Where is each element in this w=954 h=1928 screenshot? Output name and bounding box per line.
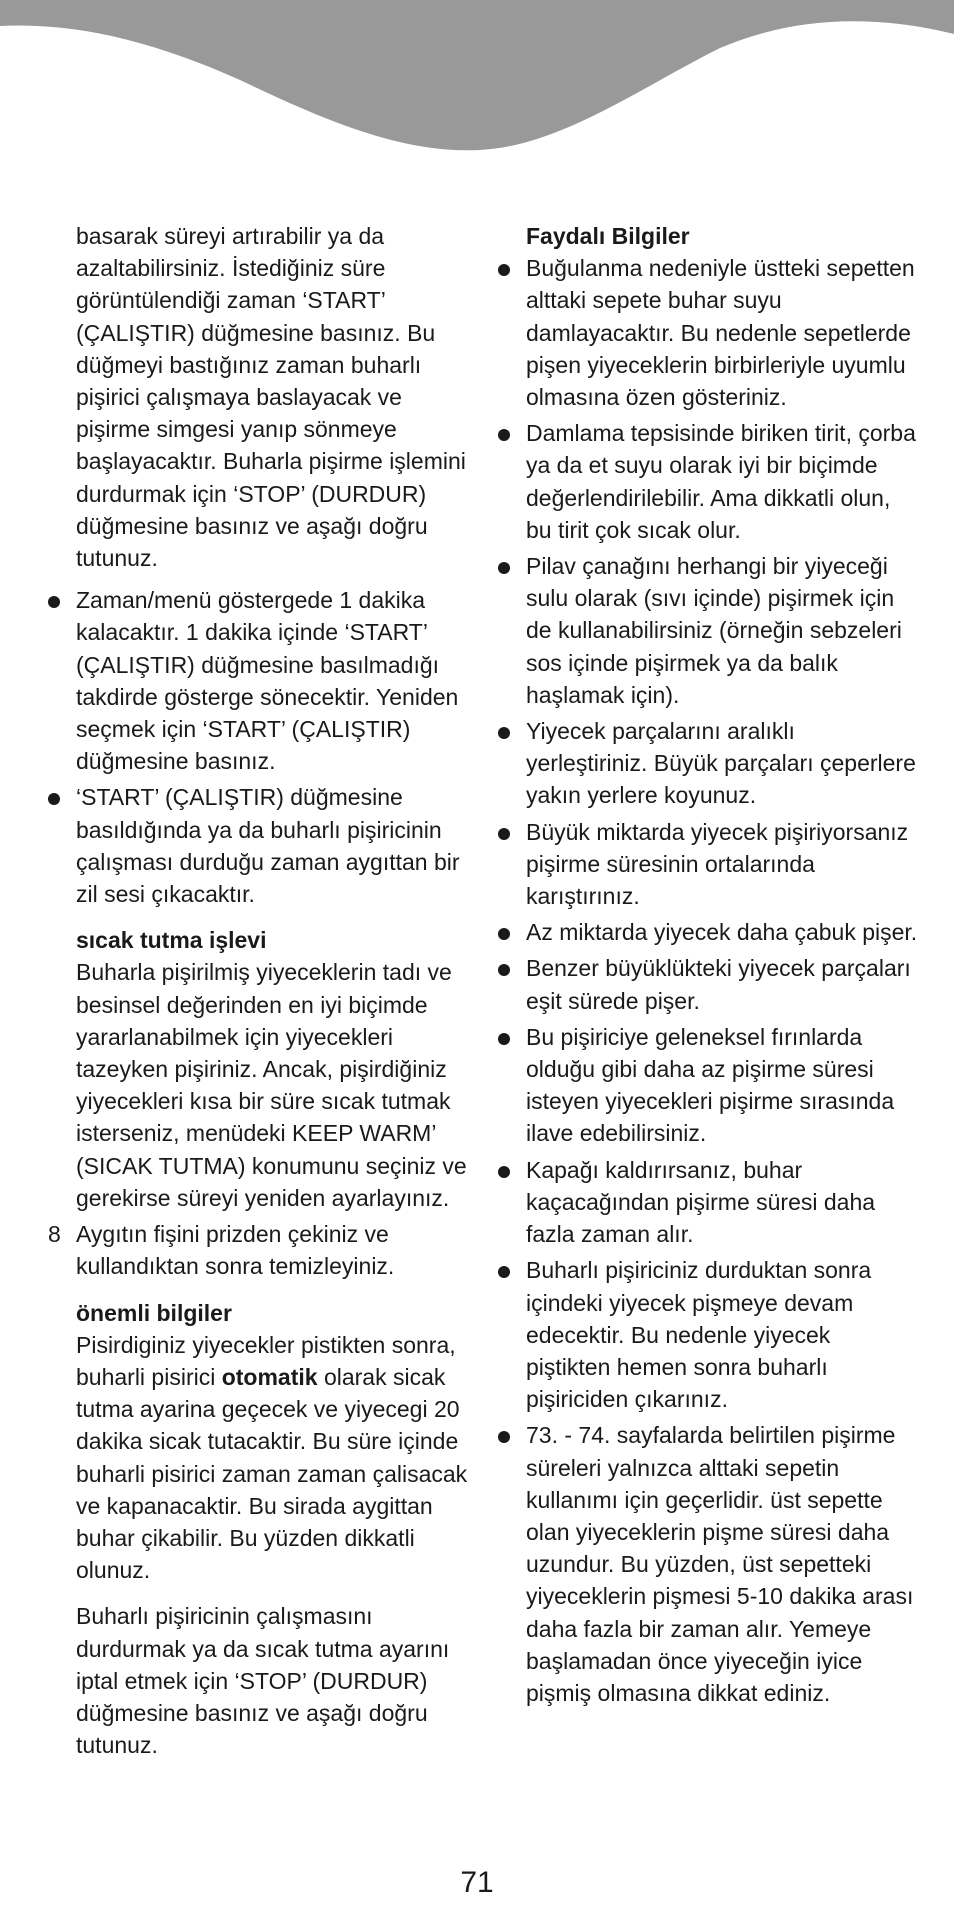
- right-bullet-item: [498, 550, 918, 711]
- bullet-marker: [498, 816, 510, 848]
- right-bullet-item: [498, 1419, 918, 1709]
- bullet-marker: [498, 1419, 510, 1451]
- bullet-marker: [498, 952, 510, 984]
- right-bullet-item: [498, 252, 918, 413]
- bullet-marker: [48, 584, 60, 616]
- right-bullet-text: Buğulanma nedeniyle üstteki sepetten alttaki sepete buhar suyu damlayacaktır. Bu nedenle sepetlerde pişen yiyeceklerin birbirleriyle uyumlu olmasına özen gösteriniz.: [526, 255, 915, 411]
- right-bullet-text: Yiyecek parçalarını aralıklı yerleştiriniz. Büyük parçaları çeperlere yakın yerlere koyunuz.: [526, 718, 916, 809]
- bullet-marker: [498, 715, 510, 747]
- important-text-bold: otomatik: [221, 1363, 318, 1390]
- step-item: [48, 1218, 468, 1282]
- stop-instructions-text: Buharlı pişiricinin çalışmasını durdurmak ya da sıcak tutma ayarını iptal etmek için ‘STOP’ (DURDUR) düğmesine basınız ve aşağı doğru tutunuz.: [76, 1603, 450, 1759]
- right-bullet-item: [498, 417, 918, 546]
- right-column: [498, 220, 918, 1709]
- right-bullet-item: [498, 1021, 918, 1150]
- right-bullet-text: Kapağı kaldırırsanız, buhar kaçacağından pişirme süresi daha fazla zaman alır.: [526, 1156, 876, 1248]
- right-bullet-item: [498, 916, 918, 948]
- left-bullet-item: [48, 781, 468, 910]
- bullet-marker: [498, 1021, 510, 1053]
- step-text: Aygıtın fişini prizden çekiniz ve kullandıktan sonra temizleyiniz.: [76, 1221, 395, 1280]
- intro-paragraph: basarak süreyi artırabilir ya da azaltabilirsiniz. İstediğiniz süre görüntülendiği zaman ‘START’ (ÇALIŞTIR) düğmesine basınız. Bu düğmeyi bastığınız zaman buharlı pişirici çalışmaya baslayacak ve pişirme simgesi yanıp sönmeye başlayacaktır. Buharla pişirme işlemini durdurmak için ‘STOP’ (DURDUR) düğmesine basınız ve aşağı doğru tutunuz.: [76, 223, 466, 572]
- important-heading: önemli bilgiler: [76, 1299, 232, 1326]
- page-number: 71: [460, 1866, 494, 1899]
- important-text: Pisirdiginiz yiyecekler pistikten sonra, buharli pisirici otomatik olarak sicak tutma ayarina geçecek ve yiyecegi 20 dakika sicak tutacaktir. Bu süre içinde buharli pisirici zaman zaman çalisacak ve kapanacaktir. Bu sirada aygittan buhar çikabilir. Bu yüzden dikkatli olunuz.: [76, 1331, 468, 1584]
- right-bullet-item: [498, 816, 918, 913]
- useful-info-heading: Faydalı Bilgiler: [526, 223, 690, 249]
- left-bullet-item: [48, 584, 468, 777]
- right-bullet-item: [498, 952, 918, 1016]
- right-bullet-text: Buharlı pişiriciniz durduktan sonra içindeki yiyecek pişmeye devam edecektir. Bu nedenle yiyecek piştikten hemen sonra buharlı pişiriciden çıkarınız.: [526, 1257, 872, 1413]
- right-bullet-text: 73. - 74. sayfalarda belirtilen pişirme süreleri yalnızca alttaki sepetin kullanımı için geçerlidir. üst sepette olan yiyeceklerin pişme süresi daha uzundur. Bu yüzden, üst sepetteki yiyeceklerin pişmesi 5-10 dakika arası daha fazla bir zaman alır. Yemeye başlamadan önce yiyeceğin iyice pişmiş olmasına dikkat ediniz.: [526, 1422, 914, 1706]
- bullet-marker: [48, 781, 60, 813]
- keep-warm-heading: sıcak tutma işlevi: [76, 927, 267, 954]
- right-bullet-text: Benzer büyüklükteki yiyecek parçaları eşit sürede pişer.: [526, 955, 911, 1014]
- right-bullet-text: Pilav çanağını herhangi bir yiyeceği sulu olarak (sıvı içinde) pişirmek için de kullanabilirsiniz (örneğin sebzeleri sos içinde pişirmek ya da balık haşlamak için).: [526, 553, 902, 708]
- right-bullet-text: Damlama tepsisinde biriken tirit, çorba ya da et suyu olarak iyi bir biçimde değerlendirilebilir. Ama dikkatli olun, bu tirit çok sıcak olur.: [526, 420, 916, 543]
- right-bullet-text: Bu pişiriciye geleneksel fırınlarda olduğu gibi daha az pişirme süresi isteyen yiyecekleri pişirme sırasında ilave edebilirsiniz.: [526, 1023, 895, 1147]
- right-bullet-item: [498, 1154, 918, 1251]
- left-bullet-text: ‘START’ (ÇALIŞTIR) düğmesine basıldığında ya da buharlı pişiricinin çalışması durduğu zaman aygıttan bir zil sesi çıkacaktır.: [76, 784, 460, 908]
- bullet-marker: [498, 417, 510, 449]
- left-column: [48, 220, 468, 1761]
- right-bullet-text: Büyük miktarda yiyecek pişiriyorsanız pişirme süresinin ortalarında karıştırınız.: [526, 818, 909, 910]
- header-wave-decoration: [0, 0, 954, 160]
- step-number: 8: [48, 1221, 61, 1248]
- left-bullet-text: Zaman/menü göstergede 1 dakika kalacaktır. 1 dakika içinde ‘START’ (ÇALIŞTIR) düğmesine basılmadığı takdirde gösterge sönecektir. Yeniden seçmek için ‘START’ (ÇALIŞTIR) düğmesine basınız.: [76, 587, 459, 775]
- bullet-marker: [498, 550, 510, 582]
- right-bullet-text: Az miktarda yiyecek daha çabuk pişer.: [526, 919, 918, 946]
- bullet-marker: [498, 1254, 510, 1286]
- right-bullet-item: [498, 1254, 918, 1415]
- keep-warm-text: Buharla pişirilmiş yiyeceklerin tadı ve besinsel değerinden en iyi biçimde yararlanabilmek için yiyecekleri tazeyken pişiriniz. Ancak, pişirdiğiniz yiyecekleri kısa bir süre sıcak tutmak isterseniz, menüdeki KEEP WARM’ (SICAK TUTMA) konumunu seçiniz ve gerekirse süreyi yeniden ayarlayınız.: [76, 959, 467, 1211]
- right-bullet-item: [498, 715, 918, 812]
- bullet-marker: [498, 252, 510, 284]
- bullet-marker: [498, 916, 510, 948]
- bullet-marker: [498, 1154, 510, 1186]
